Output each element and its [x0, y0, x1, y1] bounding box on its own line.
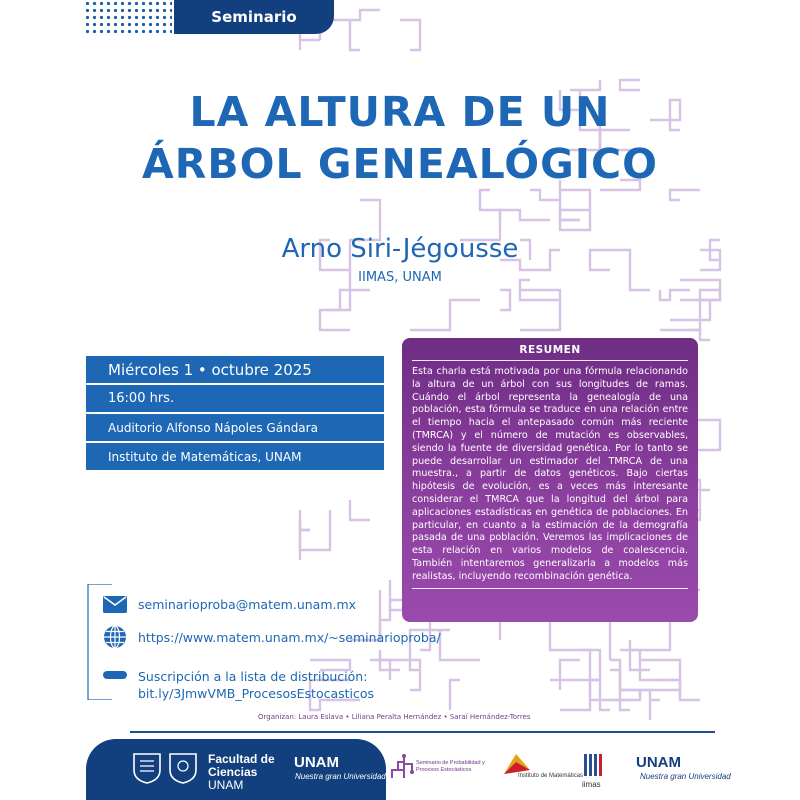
talk-title-line-2: ÁRBOL GENEALÓGICO: [142, 140, 658, 188]
iimas-logo-text: iimas: [582, 780, 601, 789]
unam-motto: Nuestra gran Universidad: [295, 772, 386, 781]
tree-branch: [620, 650, 700, 700]
date-bar: Miércoles 1 • octubre 2025: [86, 356, 384, 383]
institute-bar: Instituto de Matemáticas, UNAM: [86, 443, 384, 470]
tree-branch: [350, 500, 370, 520]
website-link[interactable]: https://www.matem.unam.mx/~seminarioproba/: [138, 630, 441, 645]
tree-branch: [520, 290, 560, 330]
speaker-name: Arno Siri-Jégousse: [281, 234, 519, 264]
iimas-logo-icon: [582, 752, 604, 778]
im-logo-text: Instituto de Matemáticas: [518, 773, 584, 779]
tree-branch: [580, 650, 630, 700]
envelope-icon: [103, 596, 127, 613]
talk-title-line-1: LA ALTURA DE UN: [189, 88, 611, 136]
email-link[interactable]: seminarioproba@matem.unam.mx: [138, 597, 357, 612]
venue-bar: Auditorio Alfonso Nápoles Gándara: [86, 414, 384, 441]
tree-branch: [440, 630, 480, 660]
subscription-link[interactable]: bit.ly/3JmwVMB_ProcesosEstocasticos: [138, 686, 375, 701]
organizers-names: Laura Eslava • Liliana Peralta Hernández • Saraí Hernández-Torres: [298, 713, 531, 721]
tree-branch: [610, 620, 620, 660]
seminar-logo-text: Seminario de Probabilidad y Procesos Estocásticos: [416, 760, 485, 773]
unam-wordmark-right: UNAM: [636, 754, 681, 771]
faculty-name-line-3: UNAM: [208, 778, 244, 792]
organizers-label: Organizan:: [258, 713, 297, 721]
faculty-name-line-1: Facultad de: [208, 752, 275, 766]
tree-branch: [410, 300, 480, 330]
fc-shield-icon: [168, 752, 198, 784]
tree-branch: [300, 510, 310, 530]
speaker-affiliation: IIMAS, UNAM: [358, 270, 442, 285]
footer-divider: [130, 731, 715, 733]
tree-branch: [660, 290, 690, 300]
tree-branch: [350, 20, 360, 50]
tree-branch: [500, 290, 510, 310]
summary-heading: RESUMEN: [412, 344, 688, 361]
tree-branch: [560, 210, 590, 220]
tree-branch: [670, 190, 700, 200]
summary-text: Esta charla está motivada por una fórmula relacionando la altura de un árbol con sus longitudes de ramas. Cuándo el árbol representa la genealogía de una población, esta fórmula se traduce en una relación entre el tiempo hacia el antepasado común más reciente (TMRCA) y el número de mutación es observables, siendo la fuente de diversidad genética. Por lo tanto se puede desarrollar un estimador del TMRCA de una muestra., a partir de datos genéticos. Bajo ciertas hipótesis de evolución, es a veces más interesante considerar el TMRCA que la longitud del árbol para aplicaciones estadísticas en genética de poblaciones. En particular, en cuanto a la estimación de la demografía pasada de una población. Veremos las implicaciones de esta relación en varios modelos de coalescencia. También intentaremos generalizarla a modelos más realistas, incluyendo recombinación genética.: [412, 366, 688, 589]
time-bar: 16:00 hrs.: [86, 385, 384, 412]
tree-branch: [610, 670, 650, 720]
faculty-name-line-2: Ciencias: [208, 765, 258, 779]
summary-box: [402, 338, 698, 622]
tree-branch: [670, 300, 710, 320]
seminar-tree-icon: [388, 752, 418, 782]
seminar-tag: Seminario: [174, 0, 334, 34]
subscription-label: Suscripción a la lista de distribución:: [138, 669, 368, 684]
unam-wordmark: UNAM: [294, 754, 339, 771]
tree-branch: [610, 660, 640, 700]
tree-branch: [560, 680, 590, 710]
tree-branch: [560, 660, 610, 710]
tree-branch: [300, 520, 310, 530]
tree-branch: [550, 680, 560, 690]
tree-branch: [530, 190, 560, 200]
organizers-line: [258, 713, 531, 721]
tree-branch: [500, 210, 550, 220]
dot-pattern: [84, 0, 172, 34]
tree-branch: [460, 190, 500, 240]
tree-branch: [400, 20, 420, 50]
list-icon: [103, 668, 127, 682]
unam-motto-right: Nuestra gran Universidad: [640, 772, 731, 781]
globe-icon: [103, 625, 127, 649]
unam-shield-icon: [132, 752, 162, 784]
tree-branch: [380, 660, 420, 690]
tree-branch: [450, 680, 460, 710]
